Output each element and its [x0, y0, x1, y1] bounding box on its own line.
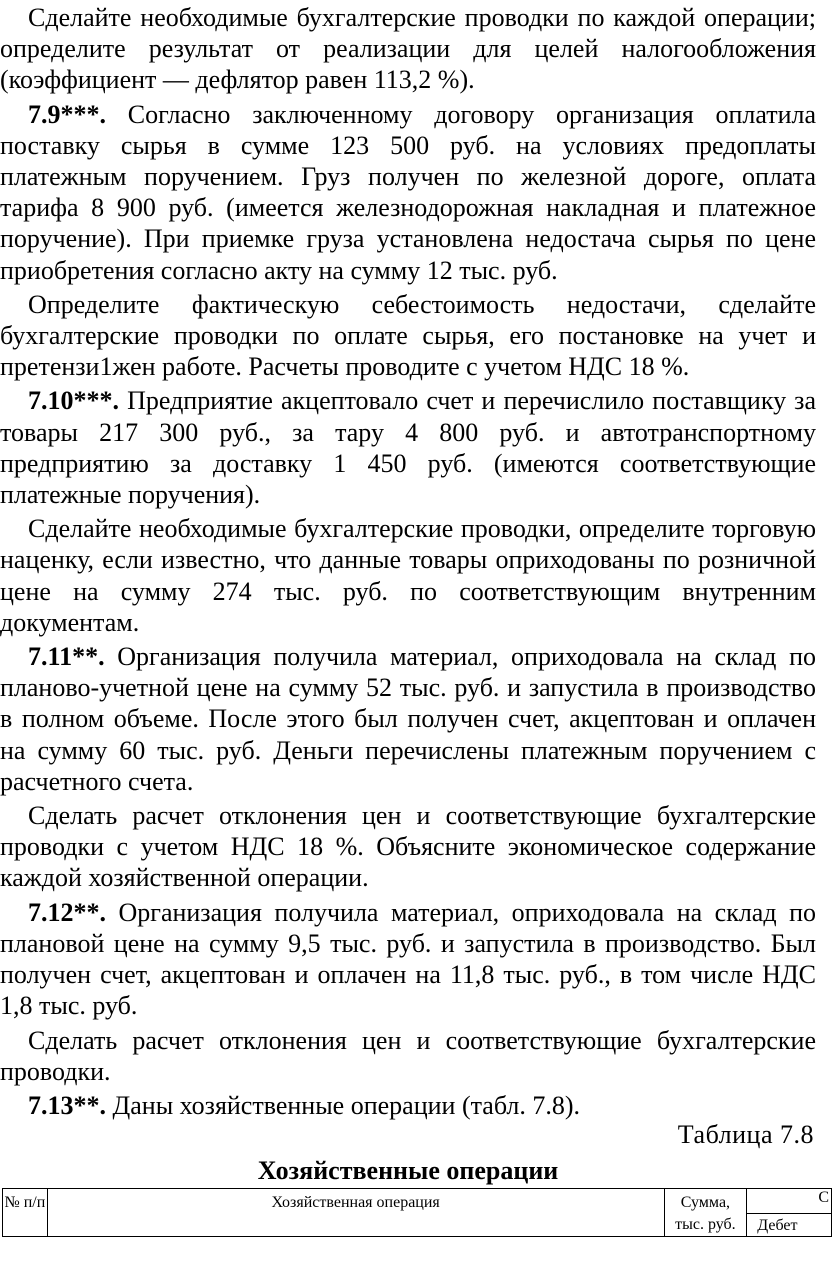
operations-table — [2, 1188, 832, 1237]
header-operation: Хозяйственная операция — [47, 1189, 664, 1237]
paragraph-text: Определите фактическую себестоимость недостачи, сделайте бухгалтерские проводки по оплате сырья, его постановке на учет и претензи1жен работе. Расчеты проводите с учетом НДС 18 %. — [0, 289, 816, 382]
header-debit: Дебет — [757, 1217, 798, 1234]
task-number: 7.9***. — [28, 99, 106, 129]
task-text: Предприятие акцептовало счет и перечислило поставщику за товары 217 300 руб., за тару 4 800 руб. и автотранспортному предприятию за доставку 1 450 руб. (имеются соответствующие платежные поручения). — [0, 386, 816, 510]
task-text: Согласно заключенному договору организация оплатила поставку сырья в сумме 123 500 руб. на условиях предоплаты платежным поручением. Груз получен по железной дороге, оплата тарифа 8 900 руб. (имеется железнодорожная накладная и платежное поручение). При приемке груза установлена недостача сырья по цене приобретения согласно акту на сумму 12 тыс. руб. — [0, 99, 816, 285]
header-correspondence-top: С — [747, 1189, 831, 1214]
task-text: Организация получила материал, оприходовала на склад по планово-учетной цене на сумму 52 тыс. руб. и запустила в производство в полном объеме. После этого был получен счет, акцептован и оплачен на сумму 60 тыс. руб. Деньги перечислены платежным поручением с расчетного счета. — [0, 642, 816, 796]
table-title: Хозяйственные операции — [257, 1156, 559, 1185]
task-7-11-question — [0, 800, 816, 894]
paragraph-text: Сделайте необходимые бухгалтерские проводки, определите торговую наценку, если известно, что данные товары оприходованы по розничной цене на сумму 274 тыс. руб. по соответствующим внутренним документам. — [0, 514, 816, 637]
task-7-9 — [0, 99, 816, 286]
task-7-11 — [0, 641, 816, 797]
task-number: 7.12**. — [28, 897, 106, 927]
task-7-12-question — [0, 1025, 816, 1087]
header-correspondence — [747, 1189, 832, 1237]
table-header-row — [3, 1189, 832, 1237]
task-7-9-question — [0, 289, 816, 383]
paragraph-text: Сделать расчет отклонения цен и соответствующие бухгалтерские проводки с учетом НДС 18 %. Объясните экономическое содержание каждой хозяйственной операции. — [0, 801, 816, 893]
task-7-10 — [0, 385, 816, 510]
table-caption: Таблица 7.8 — [677, 1120, 814, 1149]
task-number: 7.13**. — [28, 1090, 106, 1120]
header-number: № п/п — [3, 1189, 48, 1237]
task-number: 7.11**. — [28, 642, 105, 672]
task-7-12 — [0, 897, 816, 1022]
task-7-13 — [0, 1090, 816, 1121]
task-text: Организация получила материал, оприходовала на склад по плановой цене на сумму 9,5 тыс. руб. и запустила в производство. Был получен счет, акцептован и оплачен на 11,8 тыс. руб., в том числе НДС 1,8 тыс. руб. — [0, 897, 816, 1021]
task-number: 7.10***. — [28, 386, 119, 416]
task-7-10-question — [0, 513, 816, 638]
paragraph-text: Сделайте необходимые бухгалтерские проводки по каждой операции; определите результат от реализации для целей налогообложения (коэффициент — дефлятор равен 113,2 %). — [0, 3, 816, 95]
paragraph-intro — [0, 2, 816, 96]
header-sum: Сумма, тыс. руб. — [664, 1189, 747, 1237]
paragraph-text: Сделать расчет отклонения цен и соответствующие бухгалтерские проводки. — [0, 1025, 816, 1086]
task-text: Даны хозяйственные операции (табл. 7.8). — [106, 1090, 581, 1120]
